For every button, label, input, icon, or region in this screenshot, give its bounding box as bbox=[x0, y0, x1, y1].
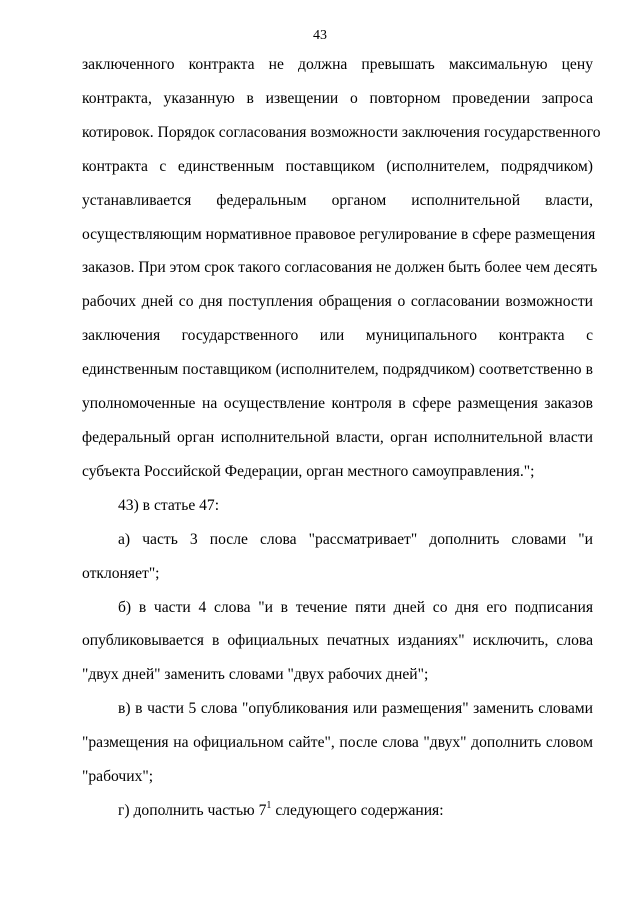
text-line: контракта, указанную в извещении о повторном проведении запроса bbox=[82, 89, 593, 107]
text-line: федеральный орган исполнительной власти, орган исполнительной власти bbox=[82, 428, 593, 446]
text-lines bbox=[82, 48, 601, 794]
text-line-amendment-g bbox=[82, 794, 593, 828]
text-line: в) в части 5 слова "опубликования или размещения" заменить словами bbox=[118, 700, 593, 718]
text-line: отклоняет"; bbox=[82, 564, 160, 582]
amendment-g-text-end: следующего содержания: bbox=[271, 801, 444, 819]
text-line: субъекта Российской Федерации, орган местного самоуправления."; bbox=[82, 462, 535, 480]
text-line: единственным поставщиком (исполнителем, подрядчиком) соответственно в bbox=[82, 361, 593, 379]
text-line: котировок. Порядок согласования возможности заключения государственного bbox=[82, 123, 601, 141]
text-line: устанавливается федеральным органом исполнительной власти, bbox=[82, 191, 593, 209]
text-line: рабочих дней со дня поступления обращения о согласовании возможности bbox=[82, 293, 593, 311]
text-line: заключенного контракта не должна превышать максимальную цену bbox=[82, 56, 593, 73]
page-number: 43 bbox=[313, 28, 327, 43]
text-line: "двух дней" заменить словами "двух рабочих дней"; bbox=[82, 666, 429, 684]
text-line: б) в части 4 слова "и в течение пяти дней со дня его подписания bbox=[118, 598, 593, 616]
amendment-g-text: г) дополнить частью 7 bbox=[118, 801, 267, 819]
text-line: а) часть 3 после слова "рассматривает" дополнить словами "и bbox=[118, 530, 593, 548]
text-line: "рабочих"; bbox=[82, 768, 154, 786]
text-line: заключения государственного или муниципального контракта с bbox=[82, 327, 593, 345]
text-line: контракта с единственным поставщиком (исполнителем, подрядчиком) bbox=[82, 157, 593, 175]
text-line: заказов. При этом срок такого согласования не должен быть более чем десять bbox=[82, 259, 598, 277]
text-line: "размещения на официальном сайте", после слова "двух" дополнить словом bbox=[82, 734, 593, 752]
text-line: уполномоченные на осуществление контроля в сфере размещения заказов bbox=[82, 395, 593, 413]
text-line: осуществляющим нормативное правовое регулирование в сфере размещения bbox=[82, 225, 596, 243]
text-line: 43) в статье 47: bbox=[118, 496, 220, 514]
superscript-part-number: 1 bbox=[266, 799, 272, 811]
text-line: опубликовывается в официальных печатных изданиях" исключить, слова bbox=[82, 632, 593, 650]
document-body bbox=[82, 48, 601, 828]
